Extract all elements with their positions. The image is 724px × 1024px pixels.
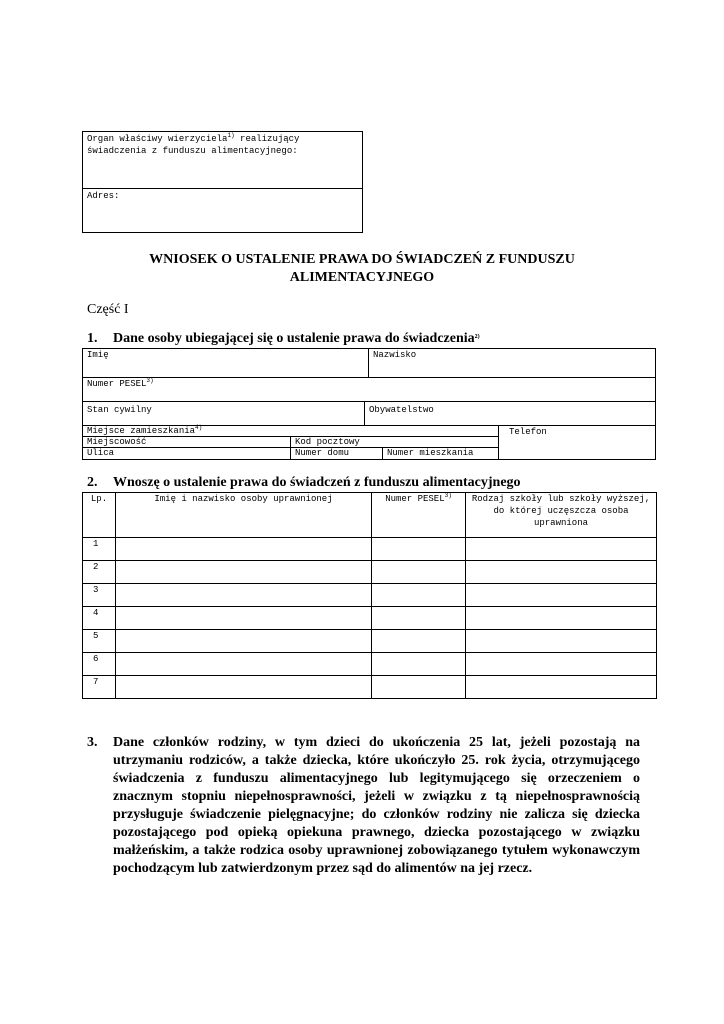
section3: [87, 734, 640, 878]
organ-footnote-ref: 1): [227, 132, 235, 139]
row-school-cell[interactable]: [466, 676, 657, 699]
row-school-cell[interactable]: [466, 584, 657, 607]
pesel-label: Numer PESEL: [87, 379, 147, 389]
section2-heading: [87, 475, 521, 491]
phone-field[interactable]: [499, 426, 655, 459]
section2-number: 2.: [87, 475, 98, 490]
first-name-field[interactable]: [83, 349, 369, 378]
residence-label: Miejsce zamieszkania: [87, 426, 196, 436]
row-pesel-cell[interactable]: [372, 653, 466, 676]
col-pesel-header: [372, 493, 466, 538]
section2-title: Wnoszę o ustalenie prawa do świadczeń z funduszu alimentacyjnego: [113, 475, 521, 490]
row-name-cell[interactable]: [116, 653, 372, 676]
organ-label-rest: realizujący świadczenia z funduszu alimentacyjnego:: [87, 134, 300, 156]
table-row: [83, 607, 657, 630]
col-school-header: [466, 493, 657, 538]
phone-label: Telefon: [509, 427, 547, 437]
address-field[interactable]: [83, 189, 362, 203]
pesel-field[interactable]: [83, 378, 655, 402]
col-lp-label: Lp.: [90, 494, 108, 504]
section1-heading: [87, 331, 480, 347]
apartment-number-field[interactable]: [383, 448, 499, 459]
table-row: [83, 653, 657, 676]
row-name-cell[interactable]: [116, 584, 372, 607]
house-number-label: Numer domu: [295, 448, 350, 458]
organ-label: Organ właściwy wierzyciela: [87, 134, 228, 144]
row-pesel-cell[interactable]: [372, 676, 466, 699]
col-pesel-label: Numer PESEL: [385, 494, 445, 504]
row-lp-cell: 3: [83, 584, 116, 607]
row-school-cell[interactable]: [466, 653, 657, 676]
table-row: [83, 676, 657, 699]
document-title: WNIOSEK O USTALENIE PRAWA DO ŚWIADCZEŃ Z FUNDUSZU ALIMENTACYJNEGO: [149, 252, 575, 285]
row-lp-cell: 5: [83, 630, 116, 653]
address-label: Adres:: [87, 191, 120, 201]
row-pesel-cell[interactable]: [372, 561, 466, 584]
col-school-label: Rodzaj szkoły lub szkoły wyższej, do której uczęszcza osoba uprawniona: [471, 494, 651, 528]
table-row: [83, 584, 657, 607]
section3-number: 3.: [87, 735, 98, 750]
row-name-cell[interactable]: [116, 561, 372, 584]
section3-text: Dane członków rodziny, w tym dzieci do ukończenia 25 lat, jeżeli pozostają na utrzymaniu rodziców, a także dziecka, które ukończyło 25. rok życia, otrzymującego świadczenia z funduszu alimentacyjnego lub legitymującego się orzeczeniem o znacznym stopniu niepełnosprawności, jeżeli w związku z tą niepełnosprawnością przysługuje świadczenie pielęgnacyjne; do członków rodziny nie zalicza się dziecka pozostającego pod opieką opiekuna prawnego, dziecka pozostającego w związku małżeńskim, a także rodzica osoby uprawnionej zobowiązanego tytułem wykonawczym pochodzącym lub zatwierdzonym przez sąd do alimentów na jej rzecz.: [113, 735, 640, 876]
table-row: [83, 561, 657, 584]
row-name-cell[interactable]: [116, 676, 372, 699]
last-name-field[interactable]: [369, 349, 655, 378]
row-name-cell[interactable]: [116, 630, 372, 653]
row-school-cell[interactable]: [466, 561, 657, 584]
row-lp-cell: 4: [83, 607, 116, 630]
residence-footnote-ref: 4): [195, 424, 203, 431]
col-name-label: Imię i nazwisko osoby uprawnionej: [154, 494, 333, 504]
row-pesel-cell[interactable]: [372, 630, 466, 653]
col-name-header: [116, 493, 372, 538]
last-name-label: Nazwisko: [373, 350, 417, 360]
residence-header: [83, 426, 499, 437]
house-number-field[interactable]: [291, 448, 383, 459]
col-pesel-footnote-ref: 3): [444, 492, 452, 499]
row-lp-cell: 1: [83, 538, 116, 561]
row-pesel-cell[interactable]: [372, 607, 466, 630]
citizenship-field[interactable]: [365, 402, 655, 426]
table-row: [83, 630, 657, 653]
table-header-row: [83, 493, 657, 538]
apartment-number-label: Numer mieszkania: [387, 448, 474, 458]
row-school-cell[interactable]: [466, 538, 657, 561]
col-lp-header: [83, 493, 116, 538]
organ-box: [82, 131, 363, 233]
row-school-cell[interactable]: [466, 630, 657, 653]
row-name-cell[interactable]: [116, 538, 372, 561]
applicant-data-table: [82, 348, 656, 460]
row-school-cell[interactable]: [466, 607, 657, 630]
pesel-footnote-ref: 3): [146, 377, 154, 384]
row-lp-cell: 7: [83, 676, 116, 699]
street-field[interactable]: [83, 448, 291, 459]
row-lp-cell: 2: [83, 561, 116, 584]
table-row: [83, 538, 657, 561]
row-name-cell[interactable]: [116, 607, 372, 630]
section1-title: Dane osoby ubiegającej się o ustalenie prawa do świadczenia: [113, 331, 475, 346]
section1-footnote-ref: 2): [474, 334, 480, 340]
row-pesel-cell[interactable]: [372, 538, 466, 561]
civil-status-field[interactable]: [83, 402, 365, 426]
part-label: Część I: [87, 302, 129, 317]
citizenship-label: Obywatelstwo: [369, 405, 434, 415]
row-pesel-cell[interactable]: [372, 584, 466, 607]
first-name-label: Imię: [87, 350, 109, 360]
street-label: Ulica: [87, 448, 115, 458]
city-label: Miejscowość: [87, 437, 147, 447]
organ-field[interactable]: [83, 132, 362, 189]
row-lp-cell: 6: [83, 653, 116, 676]
civil-status-label: Stan cywilny: [87, 405, 152, 415]
city-field[interactable]: [83, 437, 291, 448]
postal-code-field[interactable]: [291, 437, 499, 448]
entitled-persons-table: [82, 492, 657, 699]
postal-code-label: Kod pocztowy: [295, 437, 360, 447]
section1-number: 1.: [87, 331, 98, 346]
